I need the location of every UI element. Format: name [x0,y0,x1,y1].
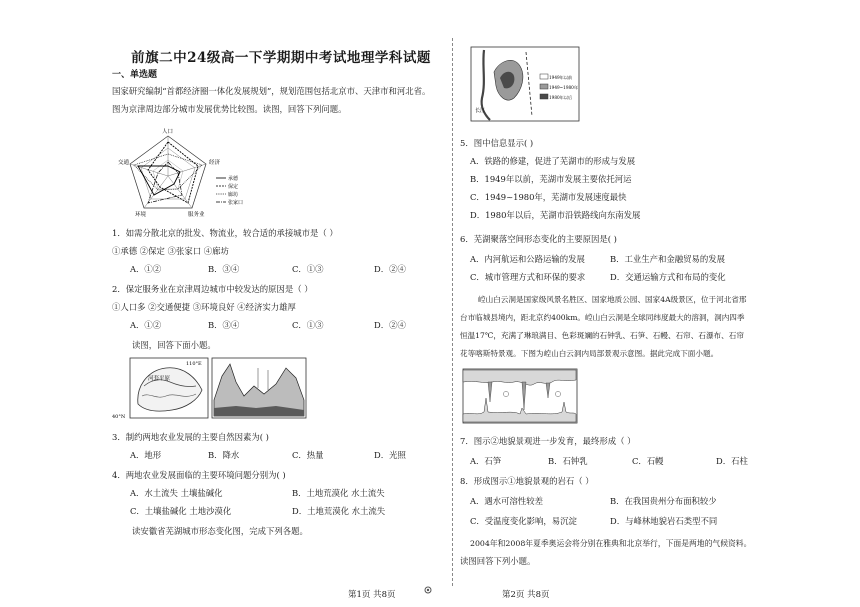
wuhu-legend-item: 1949~1980年 [549,85,579,90]
option-b: B．③④ [208,320,240,330]
hetao-map-figure [112,356,316,424]
option-c: C．1949~1980年，芜湖市发展速度最快 [470,192,627,202]
radar-legend-item: 张家口 [228,200,244,206]
option-d: D．交通运输方式和布局的变化 [610,272,726,282]
radar-axis-label: 服务业 [188,212,205,218]
wuhu-legend-item: 1949年以前 [549,75,573,80]
option-a: A．内河航运和公路运输的发展 [470,254,585,264]
right-column [460,0,760,607]
radar-legend-item: 保定 [228,184,239,190]
option-a: A．石笋 [470,456,502,466]
question-6-stem: 6．芜湖聚落空间形态变化的主要原因是( ) [460,234,617,244]
passage-line: 2004年和2008年夏季奥运会将分别在雅典和北京举行，下面是两地的气候资料。 [470,539,752,548]
option-a: A．①② [130,264,162,274]
page-number-right: 第2页 共8页 [502,590,550,600]
passage-line: 崆山白云洞是国家级风景名胜区、国家地质公园、国家4A级景区，位于河北省邢 [478,295,747,304]
option-d: D．光照 [374,450,406,460]
option-d: D．石柱 [716,456,748,466]
option-b: B．工业生产和金融贸易的发展 [610,254,726,264]
radar-axis-label: 经济 [209,160,221,166]
radar-legend-item: 廊坊 [228,192,239,198]
question-3-stem: 3．制约两地农业发展的主要自然因素为( ) [112,432,269,442]
page-center-mark-icon [424,586,432,594]
option-b: B．土地荒漠化 水土流失 [292,488,385,498]
option-d: D．②④ [374,320,406,330]
option-c: C．土壤盐碱化 土地沙漠化 [130,506,232,516]
question-8-stem: 8．形成图示①地貌景观的岩石（ ） [460,476,594,486]
option-a: A．水土流失 土壤盐碱化 [130,488,223,498]
read-instruction: 读图，回答下面小题。 [132,340,216,350]
radar-axis-label: 交通 [118,160,130,166]
map-region-label: 河套平原 [148,376,171,382]
radar-axis-label: 人口 [162,129,174,135]
radar-axis-label: 环境 [135,212,147,218]
option-d: D．与峰林地貌岩石类型不同 [610,516,718,526]
intro-line-2: 图为京津周边部分城市发展优势比较图。读图，回答下列问题。 [112,104,347,114]
option-d: D．土地荒漠化 水土流失 [292,506,386,516]
river-label: 长江 [475,108,486,114]
option-d: D．②④ [374,264,406,274]
option-c: C．城市管理方式和环保的要求 [470,272,586,282]
passage-line: 恒温17℃，充满了琳琅满目、色彩斑斓的石钟乳、石笋、石幔、石帘、石瀑布、石帘 [460,331,744,340]
question-4-stem: 4．两地农业发展面临的主要环境问题分别为( ) [112,470,286,480]
option-c: C．①③ [292,264,324,274]
left-column [112,0,450,607]
column-divider [452,38,453,586]
question-1-items: ①承德 ②保定 ③张家口 ④廊坊 [112,246,229,256]
option-c: C．①③ [292,320,324,330]
option-b: B．降水 [208,450,240,460]
question-2-stem: 2．保定服务业在京津周边城市中较发达的原因是（ ） [112,284,313,294]
option-b: B．在我国贵州分布面积较少 [610,496,717,506]
read-instruction: 读安徽省芜湖城市形态变化图，完成下列各题。 [132,526,308,536]
page-number-left: 第1页 共8页 [348,590,396,600]
map-latitude-label: 40°N [112,414,126,420]
section-heading: 一、单选题 [112,70,158,80]
question-1-stem: 1．如需分散北京的批发、物流业，较合适的承接城市是（ ） [112,228,338,238]
option-c: C．受温度变化影响，易沉淀 [470,516,577,526]
option-a: A．①② [130,320,162,330]
option-a: A．遇水可溶性较差 [470,496,544,506]
page-title: 前旗二中24级高一下学期期中考试地理学科试题 [131,50,431,66]
radar-chart-figure [118,126,266,220]
option-b: B．1949年以前，芜湖市发展主要依托河运 [470,174,632,184]
radar-legend-item: 承德 [228,176,239,182]
option-a: A．地形 [130,450,162,460]
wuhu-city-map-figure [470,46,580,122]
option-c: C．石幔 [632,456,664,466]
question-7-stem: 7．图示②地貌景观进一步发育，最终形成（ ） [460,436,636,446]
option-b: B．③④ [208,264,240,274]
option-c: C．热量 [292,450,324,460]
map-longitude-label: 110°E [186,361,202,367]
option-a: A．铁路的修建，促进了芜湖市的形成与发展 [470,156,636,166]
option-b: B．石钟乳 [548,456,588,466]
question-2-items: ①人口多 ②交通便捷 ③环境良好 ④经济实力雄厚 [112,302,296,312]
passage-line: 台市临城县境内，距北京约400km。崆山白云洞是全球同纬度最大的溶洞，洞内四季 [460,313,745,322]
cave-landscape-figure [462,368,578,424]
intro-line-1: 国家研究编制“首都经济圈一体化发展规划”，规划范围包括北京市、天津市和河北省。 [112,86,431,96]
passage-line: 花等喀斯特景观。下图为崆山白云洞内局部景观示意图。据此完成下面小题。 [460,349,719,358]
option-d: D．1980年以后，芜湖市沿铁路线向东南发展 [470,210,641,220]
passage-line: 读图回答下列小题。 [460,556,536,566]
wuhu-legend-item: 1980年以后 [549,95,573,100]
question-5-stem: 5．图中信息显示( ) [460,138,534,148]
